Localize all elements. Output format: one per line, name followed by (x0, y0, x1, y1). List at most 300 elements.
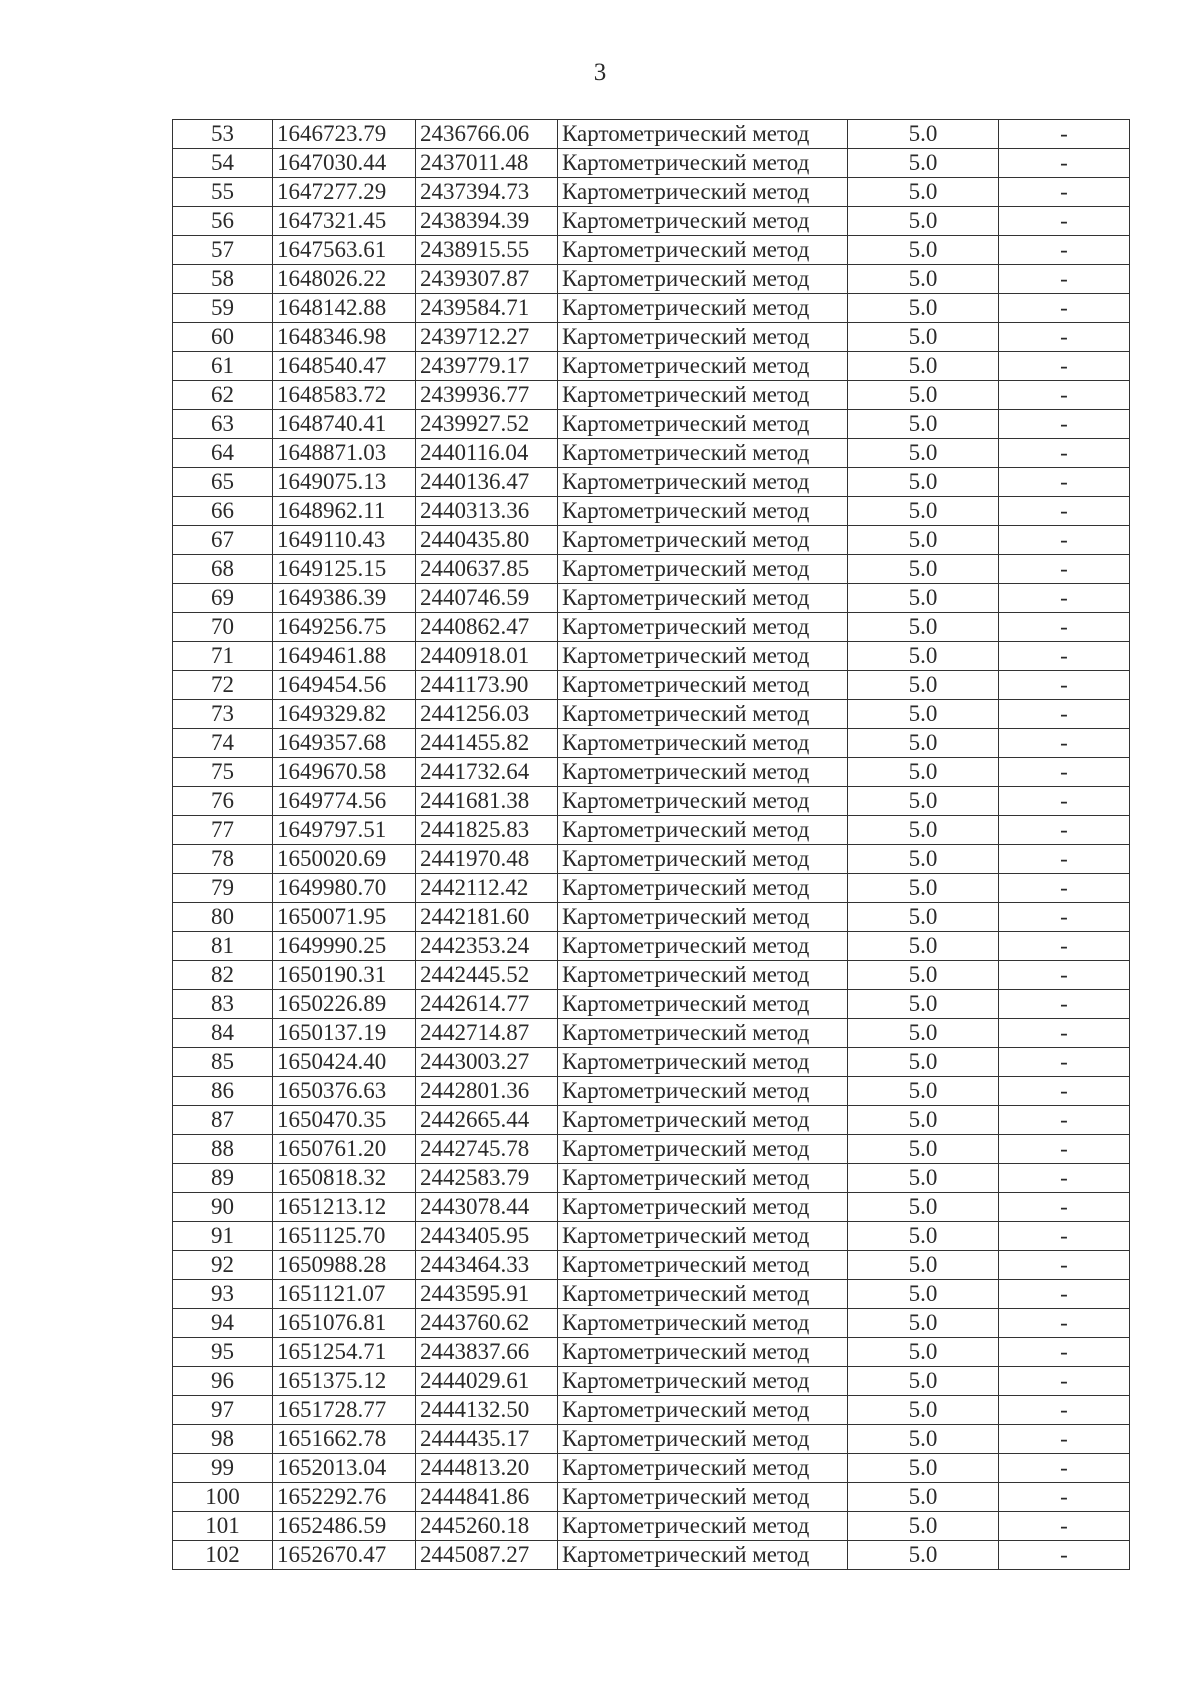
y-coordinate-cell: 2442445.52 (416, 961, 558, 990)
table-row (173, 671, 1130, 700)
x-coordinate-cell: 1647563.61 (273, 236, 416, 265)
method-cell: Картометрический метод (558, 178, 848, 207)
y-coordinate-cell: 2441173.90 (416, 671, 558, 700)
y-coordinate-cell: 2441256.03 (416, 700, 558, 729)
description-cell: - (999, 1048, 1130, 1077)
y-coordinate-cell: 2442614.77 (416, 990, 558, 1019)
point-number-cell: 54 (173, 149, 273, 178)
y-coordinate-cell: 2438915.55 (416, 236, 558, 265)
x-coordinate-cell: 1650226.89 (273, 990, 416, 1019)
table-row (173, 120, 1130, 149)
point-number-cell: 73 (173, 700, 273, 729)
x-coordinate-cell: 1647321.45 (273, 207, 416, 236)
accuracy-cell: 5.0 (848, 294, 999, 323)
point-number-cell: 95 (173, 1338, 273, 1367)
y-coordinate-cell: 2440435.80 (416, 526, 558, 555)
description-cell: - (999, 265, 1130, 294)
x-coordinate-cell: 1651076.81 (273, 1309, 416, 1338)
method-cell: Картометрический метод (558, 961, 848, 990)
accuracy-cell: 5.0 (848, 1019, 999, 1048)
accuracy-cell: 5.0 (848, 1396, 999, 1425)
table-row (173, 1396, 1130, 1425)
method-cell: Картометрический метод (558, 758, 848, 787)
point-number-cell: 100 (173, 1483, 273, 1512)
x-coordinate-cell: 1650470.35 (273, 1106, 416, 1135)
x-coordinate-cell: 1649329.82 (273, 700, 416, 729)
point-number-cell: 61 (173, 352, 273, 381)
table-row (173, 1164, 1130, 1193)
y-coordinate-cell: 2443837.66 (416, 1338, 558, 1367)
x-coordinate-cell: 1652013.04 (273, 1454, 416, 1483)
y-coordinate-cell: 2445087.27 (416, 1541, 558, 1570)
page-number: 3 (593, 59, 607, 86)
table-row (173, 294, 1130, 323)
description-cell: - (999, 1338, 1130, 1367)
accuracy-cell: 5.0 (848, 1222, 999, 1251)
description-cell: - (999, 1193, 1130, 1222)
accuracy-cell: 5.0 (848, 700, 999, 729)
y-coordinate-cell: 2439584.71 (416, 294, 558, 323)
method-cell: Картометрический метод (558, 497, 848, 526)
table-row (173, 265, 1130, 294)
description-cell: - (999, 1483, 1130, 1512)
accuracy-cell: 5.0 (848, 961, 999, 990)
x-coordinate-cell: 1649075.13 (273, 468, 416, 497)
accuracy-cell: 5.0 (848, 526, 999, 555)
y-coordinate-cell: 2440746.59 (416, 584, 558, 613)
table-row (173, 1106, 1130, 1135)
description-cell: - (999, 961, 1130, 990)
coordinates-table (172, 119, 1130, 1570)
x-coordinate-cell: 1649357.68 (273, 729, 416, 758)
y-coordinate-cell: 2441681.38 (416, 787, 558, 816)
x-coordinate-cell: 1650761.20 (273, 1135, 416, 1164)
point-number-cell: 79 (173, 874, 273, 903)
method-cell: Картометрический метод (558, 1251, 848, 1280)
x-coordinate-cell: 1651121.07 (273, 1280, 416, 1309)
description-cell: - (999, 758, 1130, 787)
method-cell: Картометрический метод (558, 1367, 848, 1396)
point-number-cell: 64 (173, 439, 273, 468)
table-row (173, 1135, 1130, 1164)
accuracy-cell: 5.0 (848, 903, 999, 932)
x-coordinate-cell: 1650818.32 (273, 1164, 416, 1193)
x-coordinate-cell: 1648962.11 (273, 497, 416, 526)
accuracy-cell: 5.0 (848, 816, 999, 845)
description-cell: - (999, 845, 1130, 874)
description-cell: - (999, 1309, 1130, 1338)
table-row (173, 1338, 1130, 1367)
table-row (173, 381, 1130, 410)
description-cell: - (999, 1396, 1130, 1425)
x-coordinate-cell: 1650376.63 (273, 1077, 416, 1106)
y-coordinate-cell: 2439779.17 (416, 352, 558, 381)
method-cell: Картометрический метод (558, 1454, 848, 1483)
point-number-cell: 84 (173, 1019, 273, 1048)
table-row (173, 932, 1130, 961)
description-cell: - (999, 1222, 1130, 1251)
y-coordinate-cell: 2439712.27 (416, 323, 558, 352)
method-cell: Картометрический метод (558, 1077, 848, 1106)
x-coordinate-cell: 1650020.69 (273, 845, 416, 874)
y-coordinate-cell: 2444435.17 (416, 1425, 558, 1454)
accuracy-cell: 5.0 (848, 1541, 999, 1570)
accuracy-cell: 5.0 (848, 729, 999, 758)
x-coordinate-cell: 1651125.70 (273, 1222, 416, 1251)
table-row (173, 236, 1130, 265)
table-row (173, 642, 1130, 671)
table-row (173, 1454, 1130, 1483)
y-coordinate-cell: 2436766.06 (416, 120, 558, 149)
method-cell: Картометрический метод (558, 236, 848, 265)
accuracy-cell: 5.0 (848, 1280, 999, 1309)
x-coordinate-cell: 1651213.12 (273, 1193, 416, 1222)
method-cell: Картометрический метод (558, 265, 848, 294)
point-number-cell: 59 (173, 294, 273, 323)
method-cell: Картометрический метод (558, 671, 848, 700)
description-cell: - (999, 149, 1130, 178)
description-cell: - (999, 1280, 1130, 1309)
description-cell: - (999, 729, 1130, 758)
x-coordinate-cell: 1648346.98 (273, 323, 416, 352)
accuracy-cell: 5.0 (848, 1425, 999, 1454)
x-coordinate-cell: 1649670.58 (273, 758, 416, 787)
description-cell: - (999, 816, 1130, 845)
accuracy-cell: 5.0 (848, 1164, 999, 1193)
accuracy-cell: 5.0 (848, 555, 999, 584)
y-coordinate-cell: 2442745.78 (416, 1135, 558, 1164)
accuracy-cell: 5.0 (848, 323, 999, 352)
point-number-cell: 71 (173, 642, 273, 671)
point-number-cell: 60 (173, 323, 273, 352)
method-cell: Картометрический метод (558, 149, 848, 178)
x-coordinate-cell: 1651254.71 (273, 1338, 416, 1367)
x-coordinate-cell: 1648142.88 (273, 294, 416, 323)
point-number-cell: 77 (173, 816, 273, 845)
y-coordinate-cell: 2441732.64 (416, 758, 558, 787)
table-row (173, 1512, 1130, 1541)
table-row (173, 439, 1130, 468)
description-cell: - (999, 903, 1130, 932)
description-cell: - (999, 1367, 1130, 1396)
x-coordinate-cell: 1646723.79 (273, 120, 416, 149)
x-coordinate-cell: 1651375.12 (273, 1367, 416, 1396)
method-cell: Картометрический метод (558, 1541, 848, 1570)
table-row (173, 787, 1130, 816)
method-cell: Картометрический метод (558, 1396, 848, 1425)
x-coordinate-cell: 1648583.72 (273, 381, 416, 410)
description-cell: - (999, 1135, 1130, 1164)
y-coordinate-cell: 2441970.48 (416, 845, 558, 874)
y-coordinate-cell: 2444029.61 (416, 1367, 558, 1396)
description-cell: - (999, 439, 1130, 468)
y-coordinate-cell: 2440313.36 (416, 497, 558, 526)
description-cell: - (999, 1251, 1130, 1280)
table-row (173, 874, 1130, 903)
y-coordinate-cell: 2439927.52 (416, 410, 558, 439)
table-row (173, 555, 1130, 584)
x-coordinate-cell: 1649461.88 (273, 642, 416, 671)
table-row (173, 903, 1130, 932)
method-cell: Картометрический метод (558, 584, 848, 613)
table-row (173, 816, 1130, 845)
y-coordinate-cell: 2440918.01 (416, 642, 558, 671)
table-row (173, 1251, 1130, 1280)
point-number-cell: 87 (173, 1106, 273, 1135)
point-number-cell: 92 (173, 1251, 273, 1280)
x-coordinate-cell: 1651662.78 (273, 1425, 416, 1454)
description-cell: - (999, 642, 1130, 671)
description-cell: - (999, 1512, 1130, 1541)
point-number-cell: 93 (173, 1280, 273, 1309)
point-number-cell: 80 (173, 903, 273, 932)
description-cell: - (999, 1019, 1130, 1048)
method-cell: Картометрический метод (558, 294, 848, 323)
point-number-cell: 68 (173, 555, 273, 584)
method-cell: Картометрический метод (558, 1164, 848, 1193)
table-row (173, 1541, 1130, 1570)
method-cell: Картометрический метод (558, 1193, 848, 1222)
x-coordinate-cell: 1649256.75 (273, 613, 416, 642)
method-cell: Картометрический метод (558, 410, 848, 439)
method-cell: Картометрический метод (558, 555, 848, 584)
y-coordinate-cell: 2443464.33 (416, 1251, 558, 1280)
x-coordinate-cell: 1649454.56 (273, 671, 416, 700)
accuracy-cell: 5.0 (848, 439, 999, 468)
accuracy-cell: 5.0 (848, 497, 999, 526)
accuracy-cell: 5.0 (848, 1135, 999, 1164)
accuracy-cell: 5.0 (848, 787, 999, 816)
table-row (173, 729, 1130, 758)
method-cell: Картометрический метод (558, 381, 848, 410)
accuracy-cell: 5.0 (848, 1338, 999, 1367)
accuracy-cell: 5.0 (848, 207, 999, 236)
accuracy-cell: 5.0 (848, 468, 999, 497)
table-row (173, 410, 1130, 439)
accuracy-cell: 5.0 (848, 932, 999, 961)
description-cell: - (999, 410, 1130, 439)
method-cell: Картометрический метод (558, 1019, 848, 1048)
method-cell: Картометрический метод (558, 323, 848, 352)
point-number-cell: 58 (173, 265, 273, 294)
y-coordinate-cell: 2439307.87 (416, 265, 558, 294)
point-number-cell: 98 (173, 1425, 273, 1454)
table-row (173, 1425, 1130, 1454)
point-number-cell: 78 (173, 845, 273, 874)
method-cell: Картометрический метод (558, 1338, 848, 1367)
description-cell: - (999, 932, 1130, 961)
method-cell: Картометрический метод (558, 932, 848, 961)
point-number-cell: 69 (173, 584, 273, 613)
point-number-cell: 102 (173, 1541, 273, 1570)
accuracy-cell: 5.0 (848, 990, 999, 1019)
accuracy-cell: 5.0 (848, 584, 999, 613)
coordinates-table-body (173, 120, 1130, 1570)
x-coordinate-cell: 1651728.77 (273, 1396, 416, 1425)
x-coordinate-cell: 1649386.39 (273, 584, 416, 613)
accuracy-cell: 5.0 (848, 1309, 999, 1338)
x-coordinate-cell: 1648871.03 (273, 439, 416, 468)
accuracy-cell: 5.0 (848, 178, 999, 207)
accuracy-cell: 5.0 (848, 265, 999, 294)
description-cell: - (999, 787, 1130, 816)
point-number-cell: 63 (173, 410, 273, 439)
accuracy-cell: 5.0 (848, 381, 999, 410)
y-coordinate-cell: 2438394.39 (416, 207, 558, 236)
y-coordinate-cell: 2442583.79 (416, 1164, 558, 1193)
y-coordinate-cell: 2441825.83 (416, 816, 558, 845)
y-coordinate-cell: 2437394.73 (416, 178, 558, 207)
point-number-cell: 99 (173, 1454, 273, 1483)
method-cell: Картометрический метод (558, 1309, 848, 1338)
point-number-cell: 82 (173, 961, 273, 990)
method-cell: Картометрический метод (558, 526, 848, 555)
point-number-cell: 90 (173, 1193, 273, 1222)
description-cell: - (999, 671, 1130, 700)
method-cell: Картометрический метод (558, 700, 848, 729)
point-number-cell: 91 (173, 1222, 273, 1251)
table-row (173, 1019, 1130, 1048)
table-row (173, 961, 1130, 990)
point-number-cell: 89 (173, 1164, 273, 1193)
description-cell: - (999, 381, 1130, 410)
description-cell: - (999, 178, 1130, 207)
point-number-cell: 101 (173, 1512, 273, 1541)
x-coordinate-cell: 1648026.22 (273, 265, 416, 294)
y-coordinate-cell: 2443078.44 (416, 1193, 558, 1222)
table-row (173, 1483, 1130, 1512)
x-coordinate-cell: 1647277.29 (273, 178, 416, 207)
accuracy-cell: 5.0 (848, 1048, 999, 1077)
x-coordinate-cell: 1649980.70 (273, 874, 416, 903)
accuracy-cell: 5.0 (848, 874, 999, 903)
description-cell: - (999, 700, 1130, 729)
point-number-cell: 85 (173, 1048, 273, 1077)
point-number-cell: 53 (173, 120, 273, 149)
y-coordinate-cell: 2440116.04 (416, 439, 558, 468)
y-coordinate-cell: 2443760.62 (416, 1309, 558, 1338)
table-row (173, 323, 1130, 352)
y-coordinate-cell: 2442665.44 (416, 1106, 558, 1135)
y-coordinate-cell: 2442353.24 (416, 932, 558, 961)
point-number-cell: 88 (173, 1135, 273, 1164)
point-number-cell: 94 (173, 1309, 273, 1338)
description-cell: - (999, 236, 1130, 265)
point-number-cell: 74 (173, 729, 273, 758)
table-row (173, 1280, 1130, 1309)
point-number-cell: 57 (173, 236, 273, 265)
table-row (173, 207, 1130, 236)
x-coordinate-cell: 1650071.95 (273, 903, 416, 932)
method-cell: Картометрический метод (558, 1425, 848, 1454)
method-cell: Картометрический метод (558, 990, 848, 1019)
table-row (173, 526, 1130, 555)
accuracy-cell: 5.0 (848, 236, 999, 265)
point-number-cell: 65 (173, 468, 273, 497)
y-coordinate-cell: 2443595.91 (416, 1280, 558, 1309)
x-coordinate-cell: 1648740.41 (273, 410, 416, 439)
y-coordinate-cell: 2440136.47 (416, 468, 558, 497)
accuracy-cell: 5.0 (848, 642, 999, 671)
y-coordinate-cell: 2445260.18 (416, 1512, 558, 1541)
table-row (173, 1222, 1130, 1251)
point-number-cell: 96 (173, 1367, 273, 1396)
y-coordinate-cell: 2437011.48 (416, 149, 558, 178)
table-row (173, 584, 1130, 613)
description-cell: - (999, 526, 1130, 555)
x-coordinate-cell: 1652292.76 (273, 1483, 416, 1512)
point-number-cell: 75 (173, 758, 273, 787)
table-row (173, 1367, 1130, 1396)
method-cell: Картометрический метод (558, 1483, 848, 1512)
point-number-cell: 62 (173, 381, 273, 410)
x-coordinate-cell: 1650424.40 (273, 1048, 416, 1077)
method-cell: Картометрический метод (558, 845, 848, 874)
y-coordinate-cell: 2442801.36 (416, 1077, 558, 1106)
table-row (173, 178, 1130, 207)
x-coordinate-cell: 1649797.51 (273, 816, 416, 845)
method-cell: Картометрический метод (558, 1280, 848, 1309)
description-cell: - (999, 497, 1130, 526)
method-cell: Картометрический метод (558, 787, 848, 816)
x-coordinate-cell: 1652486.59 (273, 1512, 416, 1541)
description-cell: - (999, 294, 1130, 323)
table-row (173, 1048, 1130, 1077)
accuracy-cell: 5.0 (848, 1193, 999, 1222)
description-cell: - (999, 1454, 1130, 1483)
accuracy-cell: 5.0 (848, 1454, 999, 1483)
table-row (173, 497, 1130, 526)
y-coordinate-cell: 2444813.20 (416, 1454, 558, 1483)
accuracy-cell: 5.0 (848, 149, 999, 178)
description-cell: - (999, 207, 1130, 236)
x-coordinate-cell: 1649990.25 (273, 932, 416, 961)
table-row (173, 990, 1130, 1019)
y-coordinate-cell: 2442714.87 (416, 1019, 558, 1048)
description-cell: - (999, 874, 1130, 903)
x-coordinate-cell: 1649774.56 (273, 787, 416, 816)
y-coordinate-cell: 2441455.82 (416, 729, 558, 758)
accuracy-cell: 5.0 (848, 352, 999, 381)
x-coordinate-cell: 1652670.47 (273, 1541, 416, 1570)
y-coordinate-cell: 2442112.42 (416, 874, 558, 903)
y-coordinate-cell: 2440862.47 (416, 613, 558, 642)
table-row (173, 352, 1130, 381)
description-cell: - (999, 990, 1130, 1019)
accuracy-cell: 5.0 (848, 671, 999, 700)
point-number-cell: 56 (173, 207, 273, 236)
table-row (173, 1309, 1130, 1338)
description-cell: - (999, 468, 1130, 497)
y-coordinate-cell: 2444841.86 (416, 1483, 558, 1512)
method-cell: Картометрический метод (558, 613, 848, 642)
point-number-cell: 67 (173, 526, 273, 555)
description-cell: - (999, 1077, 1130, 1106)
y-coordinate-cell: 2442181.60 (416, 903, 558, 932)
point-number-cell: 70 (173, 613, 273, 642)
method-cell: Картометрический метод (558, 816, 848, 845)
accuracy-cell: 5.0 (848, 1483, 999, 1512)
accuracy-cell: 5.0 (848, 1367, 999, 1396)
x-coordinate-cell: 1648540.47 (273, 352, 416, 381)
x-coordinate-cell: 1647030.44 (273, 149, 416, 178)
x-coordinate-cell: 1650988.28 (273, 1251, 416, 1280)
point-number-cell: 72 (173, 671, 273, 700)
method-cell: Картометрический метод (558, 1222, 848, 1251)
accuracy-cell: 5.0 (848, 1077, 999, 1106)
accuracy-cell: 5.0 (848, 120, 999, 149)
accuracy-cell: 5.0 (848, 1251, 999, 1280)
